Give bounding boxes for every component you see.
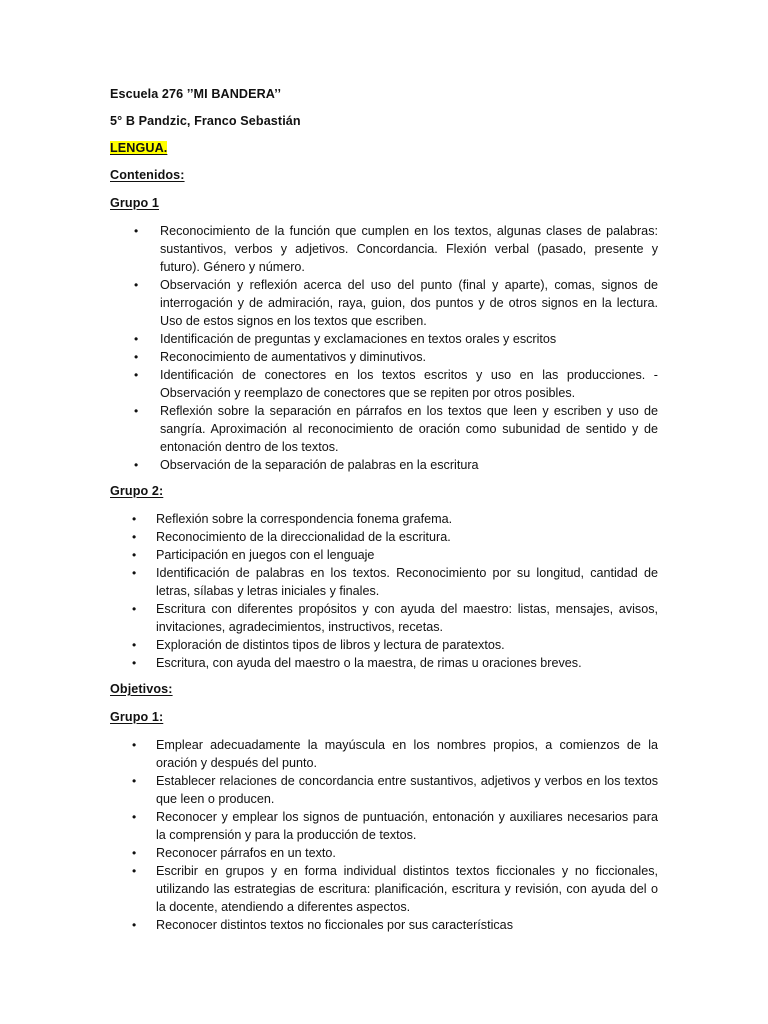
bullet-icon: • — [132, 548, 137, 562]
list-item: • Reconocimiento de la direccionalidad de la escritura. — [132, 530, 451, 544]
bullet-icon: • — [132, 864, 137, 878]
list-item: • Observación de la separación de palabras en la escritura — [134, 458, 479, 472]
bullet-icon: • — [134, 368, 139, 382]
list-item: • Identificación de preguntas y exclamaciones en textos orales y escritos — [134, 332, 557, 346]
bullet-icon: • — [132, 602, 137, 616]
contenidos-grupo1-list — [110, 222, 658, 474]
list-item: • Escritura con diferentes propósitos y con ayuda del maestro: listas, mensajes, avisos, invitaciones, agradecimientos, instructivos, recetas. — [132, 602, 658, 634]
list-item: • Identificación de palabras en los textos. Reconocimiento por su longitud, cantidad de letras, sílabas y letras iniciales y finales. — [132, 566, 658, 598]
list-item: • Reconocimiento de aumentativos y diminutivos. — [134, 350, 426, 364]
school-name: Escuela 276 ’’MI BANDERA’’ — [110, 87, 282, 101]
bullet-icon: • — [132, 810, 137, 824]
bullet-icon: • — [134, 404, 139, 418]
bullet-icon: • — [132, 738, 137, 752]
list-item: • Participación en juegos con el lenguaje — [132, 548, 375, 562]
list-item: • Emplear adecuadamente la mayúscula en los nombres propios, a comienzos de la oración y después del punto. — [132, 738, 658, 770]
list-item: • Reconocer y emplear los signos de puntuación, entonación y auxiliares necesarios para la comprensión y para la producción de textos. — [132, 810, 658, 842]
subject-heading — [110, 141, 167, 155]
bullet-icon: • — [132, 656, 137, 670]
objetivos-grupo1-list — [110, 736, 658, 934]
bullet-icon: • — [134, 332, 139, 346]
list-item: • Reflexión sobre la separación en párrafos en los textos que leen y escriben y uso de sangría. Aproximación al reconocimiento de oración como subunidad de sentido y de entonación dentro de los textos. — [134, 404, 658, 454]
bullet-icon: • — [132, 774, 137, 788]
bullet-icon: • — [132, 638, 137, 652]
bullet-icon: • — [134, 278, 139, 292]
list-item: • Reconocer distintos textos no ficcionales por sus características — [132, 918, 513, 932]
contenidos-grupo2-heading: Grupo 2: — [110, 484, 164, 498]
list-item: • Establecer relaciones de concordancia entre sustantivos, adjetivos y verbos en los textos que leen o producen. — [132, 774, 658, 806]
list-item: • Escribir en grupos y en forma individual distintos textos ficcionales y no ficcionales, utilizando las estrategias de escritura: planificación, escritura y revisión, con ayuda del o la docente, atendiendo a diferentes aspectos. — [132, 864, 658, 914]
subject-label: LENGUA. — [110, 141, 168, 155]
contenidos-grupo2-list — [110, 510, 658, 672]
objetivos-grupo1-heading: Grupo 1: — [110, 710, 164, 724]
contenidos-grupo1-heading: Grupo 1 — [110, 196, 159, 210]
list-item: • Observación y reflexión acerca del uso del punto (final y aparte), comas, signos de interrogación y de admiración, raya, guion, dos puntos y de otros signos en la lectura. Uso de estos signos en los textos que escriben. — [134, 278, 658, 328]
contenidos-heading: Contenidos: — [110, 168, 185, 182]
bullet-icon: • — [132, 918, 137, 932]
list-item: • Reconocer párrafos en un texto. — [132, 846, 336, 860]
list-item: • Identificación de conectores en los textos escritos y uso en las producciones. -Observación y reemplazo de conectores que se repiten por otros posibles. — [134, 368, 658, 400]
list-item: • Exploración de distintos tipos de libros y lectura de paratextos. — [132, 638, 505, 652]
bullet-icon: • — [134, 350, 139, 364]
student-name: 5° B Pandzic, Franco Sebastián — [110, 114, 301, 128]
list-item: • Reconocimiento de la función que cumplen en los textos, algunas clases de palabras: sustantivos, verbos y adjetivos. Concordancia. Flexión verbal (pasado, presente y futuro). Género y número. — [134, 224, 658, 274]
bullet-icon: • — [134, 458, 139, 472]
objetivos-heading: Objetivos: — [110, 682, 173, 696]
list-item: • Reflexión sobre la correspondencia fonema grafema. — [132, 512, 453, 526]
bullet-icon: • — [132, 566, 137, 580]
bullet-icon: • — [132, 846, 137, 860]
bullet-icon: • — [132, 530, 137, 544]
bullet-icon: • — [134, 224, 139, 238]
list-item: • Escritura, con ayuda del maestro o la maestra, de rimas u oraciones breves. — [132, 656, 582, 670]
bullet-icon: • — [132, 512, 137, 526]
